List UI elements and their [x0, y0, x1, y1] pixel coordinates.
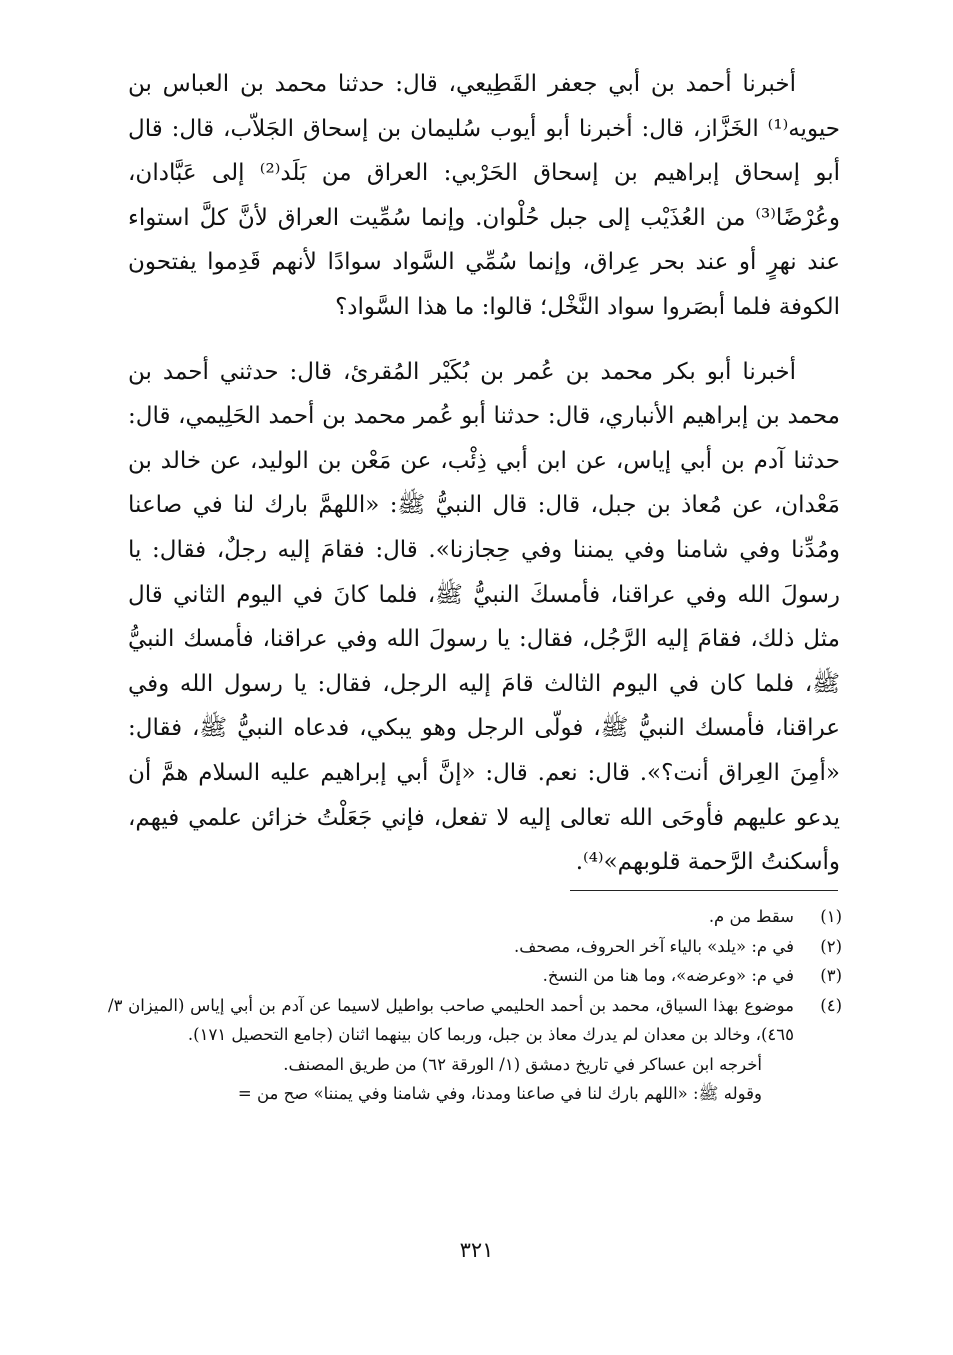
footnote-3: [108, 961, 842, 991]
footnote-4-continuation-1: أخرجه ابن عساكر في تاريخ دمشق (١/ الورقة ٦٢) من طريق المصنف.: [283, 1054, 762, 1074]
footnotes: [108, 902, 842, 1109]
footnote-number: (٣): [820, 966, 842, 985]
footnote-1: [108, 902, 842, 932]
footnote-text: في م: «وعرضه»، وما هنا من النسخ.: [542, 966, 794, 985]
page-number: ٣٢١: [459, 1238, 494, 1262]
footnote-text: موضوع بهذا السياق، محمد بن أحمد الحليمي صاحب بواطيل لاسيما عن آدم بن أبي إياس (الميزان ٣/ ٤٦٥)، وخالد بن معدان لم يدرك معاذ بن جبل، وربما كان بينهما اثنان (جامع التحصيل ١٧١).: [108, 995, 794, 1044]
footnote-divider: [570, 890, 838, 891]
footnote-2: [108, 932, 842, 962]
paragraph-1: أخبرنا أحمد بن أبي جعفر القَطِيعي، قال: حدثنا محمد بن العباس بن حيويه⁽¹⁾ الخَزَّاز، قال: أخبرنا أبو أيوب سُليمان بن إسحاق الجَلاّب، قال: قال أبو إسحاق إبراهيم بن إسحاق الحَرْبي: العراق من بَلَد⁽²⁾ إلى عَبَّادان، وعُرْضًا⁽³⁾ من العُذَيْب إلى جبل حُلْوان. وإنما سُمِّيت العراق لأنَّ كلَّ استواء عند نهرٍ أو عند بحر عِراق، وإنما سُمِّي السَّواد سوادًا لأنهم قَدِموا يفتحون الكوفة فلما أبصَروا سواد النَّخْل؛ قالوا: ما هذا السَّواد؟: [128, 71, 840, 320]
paragraph-2: أخبرنا أبو بكر محمد بن عُمر بن بُكَيْر المُقرئ، قال: حدثني أحمد بن محمد بن إبراهيم الأنباري، قال: حدثنا أبو عُمر محمد بن أحمد الحَلِيمي، قال: حدثنا آدم بن أبي إياس، عن ابن أبي ذِئْب، عن مَعْن بن الوليد، عن خالد بن مَعْدان، عن مُعاذ بن جبل، قال: قال النبيُّ ﷺ: «اللهمَّ بارك لنا في صاعنا ومُدِّنا وفي شامنا وفي يمننا وفي حِجازنا». قال: فقامَ إليه رجلٌ، فقال: يا رسولَ الله وفي عراقنا، فأمسكَ النبيُّ ﷺ، فلما كانَ في اليوم الثاني قال مثل ذلك، فقامَ إليه الرَّجُل، فقال: يا رسولَ الله وفي عراقنا، فأمسك النبيُّ ﷺ، فلما كان في اليوم الثالث قامَ إليه الرجل، فقال: يا رسول الله وفي عراقنا، فأمسك النبيُّ ﷺ، فولّى الرجل وهو يبكي، فدعاه النبيُّ ﷺ، فقال: «أمِنَ العِراق أنت؟». قال: نعم. قال: «إنَّ أبي إبراهيم عليه السلام همَّ أن يدعو عليهم فأوحَى الله تعالى إليه لا تفعل، فإني جَعَلْتُ خزائن علمي فيهم، وأسكنتُ الرَّحمة قلوبهم»⁽⁴⁾.: [128, 358, 840, 876]
footnote-4: [108, 991, 842, 1050]
footnote-text: سقط من م.: [708, 907, 794, 926]
footnote-number: (١): [820, 907, 842, 926]
footnote-number: (٢): [820, 936, 842, 956]
footnote-text: في م: «يلد» بالياء آخر الحروف، مصحف.: [514, 936, 794, 956]
main-text: [128, 62, 840, 885]
footnote-4-continuation-2: وقوله ﷺ: «اللهم بارك لنا في صاعنا ومدنا، وفي شامنا وفي يمننا» صح من =: [237, 1084, 762, 1103]
footnote-number: (٤): [820, 995, 842, 1015]
